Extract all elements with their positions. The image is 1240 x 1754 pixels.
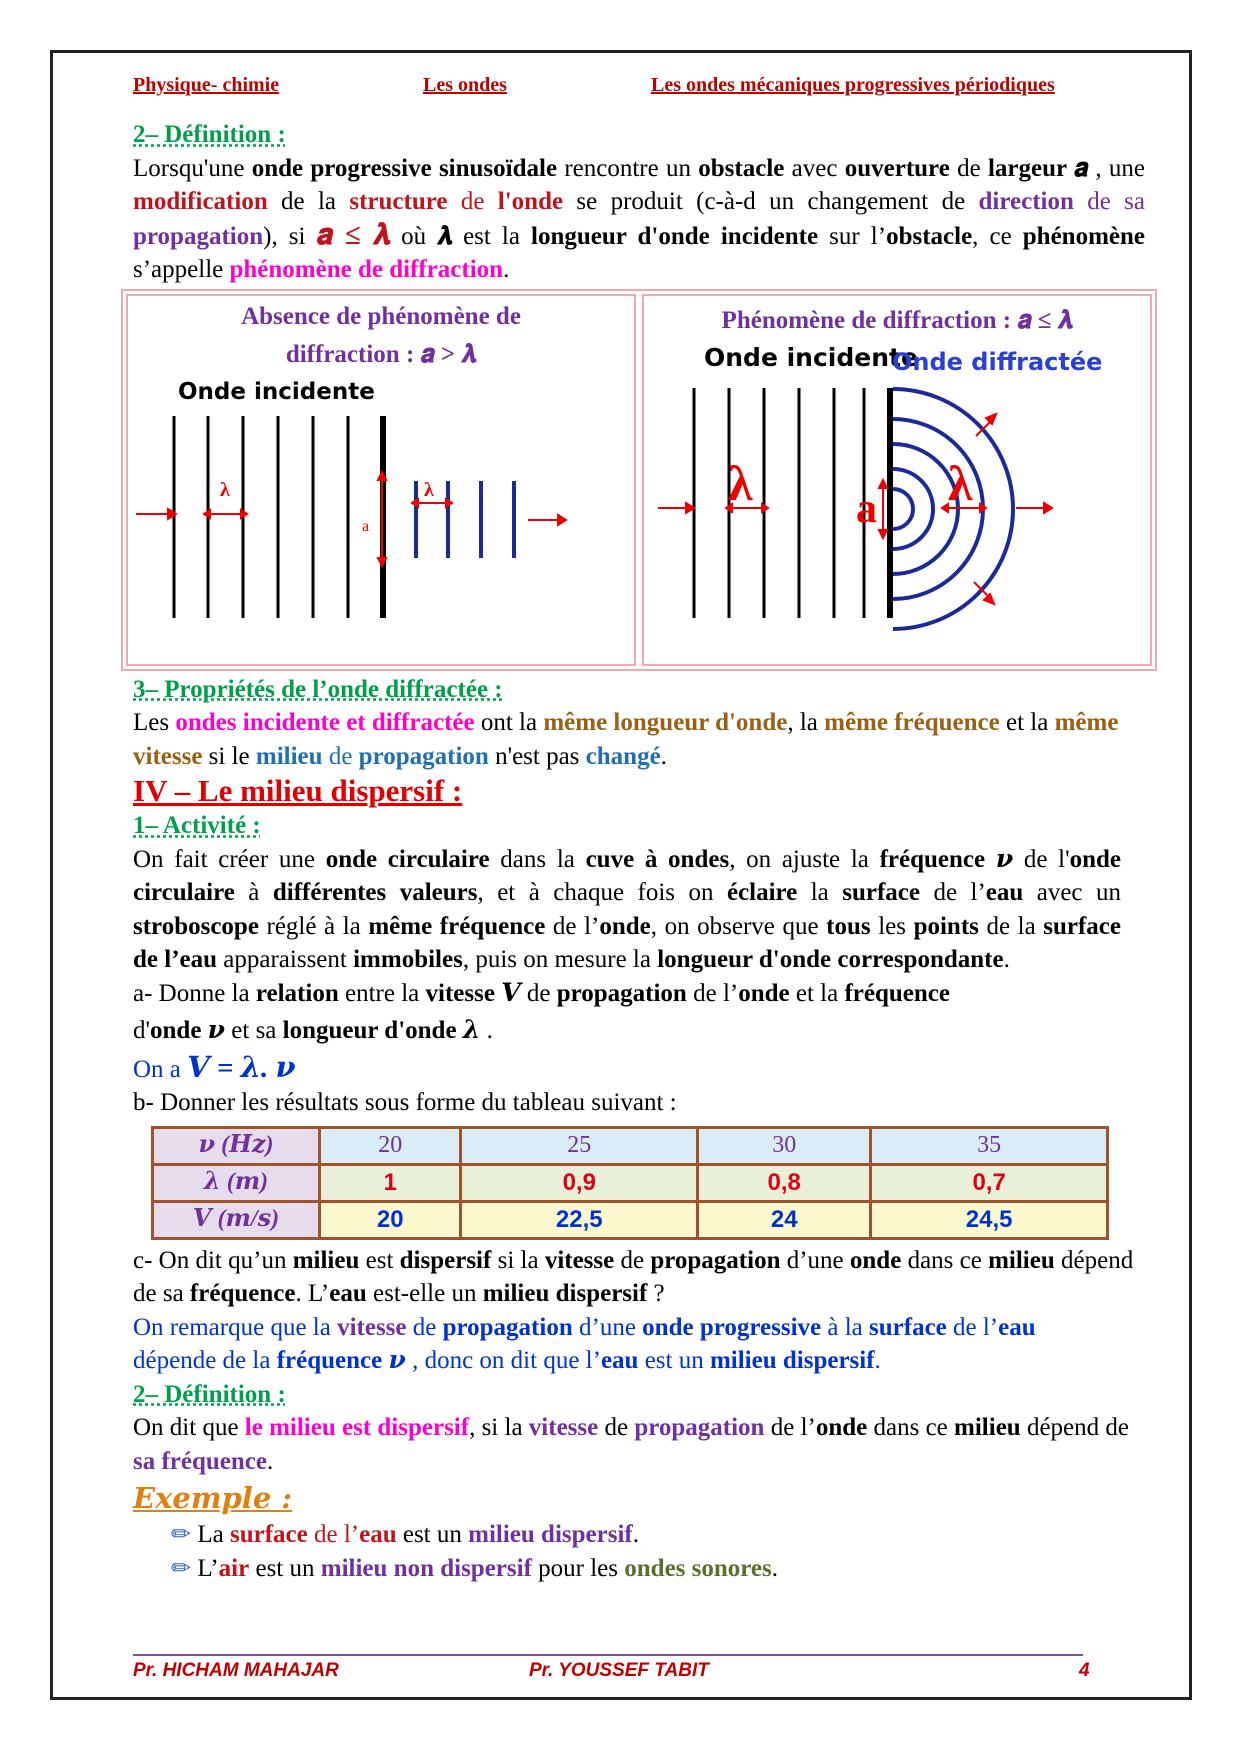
footer-author-1: Pr. HICHAM MAHAJAR — [133, 1660, 339, 1681]
example-item-2: ✏ L’air est un milieu non dispersif pour les ondes sonores. — [171, 1555, 779, 1582]
annotations-left — [136, 472, 566, 566]
table-row-frequency — [153, 1127, 1108, 1164]
activity-paragraph: On fait créer une onde circulaire dans la cuve à ondes, on ajuste la fréquence 𝝂 de l'onde circulaire à différentes valeurs, et à chaque fois on éclaire la surface de l’eau avec un stroboscope réglé à la même fréquence de l’onde, on observe que tous les points de la surface de l’eau apparaissent immobiles, puis on mesure la longueur d'onde correspondante. — [133, 845, 1122, 973]
header-speed: 𝑽 (𝒎/𝒔) — [153, 1201, 320, 1238]
cell-lambda-1: 1 — [320, 1164, 461, 1201]
panel-no-diffraction — [126, 294, 636, 666]
lambda-label-incident-right: λ — [728, 454, 753, 511]
page-content — [133, 118, 1145, 1587]
example-heading: Exemple : — [133, 1481, 293, 1515]
page-number: 4 — [1079, 1660, 1090, 1681]
cell-nu-3: 30 — [698, 1127, 871, 1164]
definition-heading: 2– Définition : — [133, 121, 286, 148]
cell-lambda-3: 0,8 — [698, 1164, 871, 1201]
results-table — [151, 1126, 1109, 1240]
definition2-heading: 2– Définition : — [133, 1380, 286, 1408]
header-wavelength: 𝝀 (𝒎) — [153, 1164, 320, 1201]
cell-v-4: 24,5 — [871, 1201, 1108, 1238]
table-row-speed — [153, 1201, 1108, 1238]
incident-wavefronts — [174, 416, 348, 618]
panel-left-title: Absence de phénomène de diffraction : 𝒂 > 𝝀 — [241, 302, 521, 368]
question-c: c- On dit qu’un milieu est dispersif si la vitesse de propagation d’une onde dans ce milieu dépend de sa fréquence. L’eau est-elle un milieu dispersif ? — [133, 1246, 1134, 1307]
incident-wavefronts-right — [694, 388, 864, 618]
cell-lambda-4: 0,7 — [871, 1164, 1108, 1201]
question-a-line2: d'onde 𝝂 et sa longueur d'onde 𝝀 . — [133, 1017, 493, 1044]
header-lesson: Les ondes mécaniques progressives périodiques — [651, 74, 1055, 96]
footer-author-2: Pr. YOUSSEF TABIT — [529, 1660, 709, 1681]
a-label-left: a — [362, 517, 370, 535]
lambda-label-transmitted: λ — [424, 478, 434, 501]
diffraction-figure — [121, 289, 1157, 671]
cell-v-2: 22,5 — [461, 1201, 698, 1238]
diffraction-diagram — [644, 296, 1144, 664]
panel-diffraction — [642, 294, 1152, 666]
definition-paragraph: Lorsqu'une onde progressive sinusoïdale rencontre un obstacle avec ouverture de largeur 𝒂 , une modification de la structure de l'onde se produit (c-à-d un changement de direction de sa propagation), si 𝒂 ≤ 𝝀 où 𝝀 est la longueur d'onde incidente sur l’obstacle, ce phénomène s’appelle phénomène de diffraction. — [133, 154, 1146, 283]
header-subject: Physique- chimie — [133, 74, 280, 96]
a-label-right: a — [856, 485, 877, 532]
question-b: b- Donner les résultats sous forme du tableau suivant : — [133, 1089, 677, 1116]
no-diffraction-diagram — [128, 296, 628, 664]
cell-nu-2: 25 — [461, 1127, 698, 1164]
activity-heading: 1– Activité : — [133, 812, 261, 839]
cell-lambda-2: 0,9 — [461, 1164, 698, 1201]
label-onde-incidente-left: Onde incidente — [178, 378, 375, 405]
panel-right-title: Phénomène de diffraction : 𝒂 ≤ 𝝀 — [721, 306, 1073, 334]
pencil-icon: ✏ — [171, 1521, 192, 1548]
properties-heading: 3– Propriétés de l’onde diffractée : — [133, 675, 503, 703]
lambda-label-diffracted: λ — [948, 454, 973, 511]
page-footer — [133, 1660, 1090, 1686]
cell-nu-1: 20 — [320, 1127, 461, 1164]
label-onde-incidente-right: Onde incidente — [704, 342, 918, 372]
cell-nu-4: 35 — [871, 1127, 1108, 1164]
answer-a: On a 𝑽 = 𝝀. 𝝂 — [133, 1051, 296, 1084]
table-row-wavelength — [153, 1164, 1108, 1201]
label-onde-diffractee: Onde diffractée — [892, 347, 1103, 376]
definition2-paragraph: On dit que le milieu est dispersif, si la vitesse de propagation de l’onde dans ce milieu dépend de sa fréquence. — [133, 1414, 1129, 1475]
cell-v-3: 24 — [698, 1201, 871, 1238]
pencil-icon: ✏ — [171, 1556, 192, 1582]
section-iv-heading: IV – Le milieu dispersif : — [133, 773, 463, 808]
example-item-1: ✏ La surface de l’eau est un milieu dispersif. — [171, 1520, 639, 1548]
properties-paragraph: Les ondes incidente et diffractée ont la même longueur d'onde, la même fréquence et la même vitesse si le milieu de propagation n'est pas changé. — [133, 709, 1119, 770]
lambda-label-incident: λ — [220, 478, 230, 501]
page-header — [133, 74, 1116, 102]
question-a-line1: a- Donne la relation entre la vitesse 𝑽 de propagation de l’onde et la fréquence — [133, 979, 950, 1007]
cell-v-1: 20 — [320, 1201, 461, 1238]
header-chapter: Les ondes — [423, 74, 507, 96]
answer-c: On remarque que la vitesse de propagation d’une onde progressive à la surface de l’eau dépende de la fréquence 𝝂 , donc on dit que l’eau est un milieu dispersif. — [133, 1313, 1036, 1374]
footer-divider — [133, 1654, 1083, 1656]
header-frequency: 𝝂 (𝑯𝒛) — [153, 1127, 320, 1164]
